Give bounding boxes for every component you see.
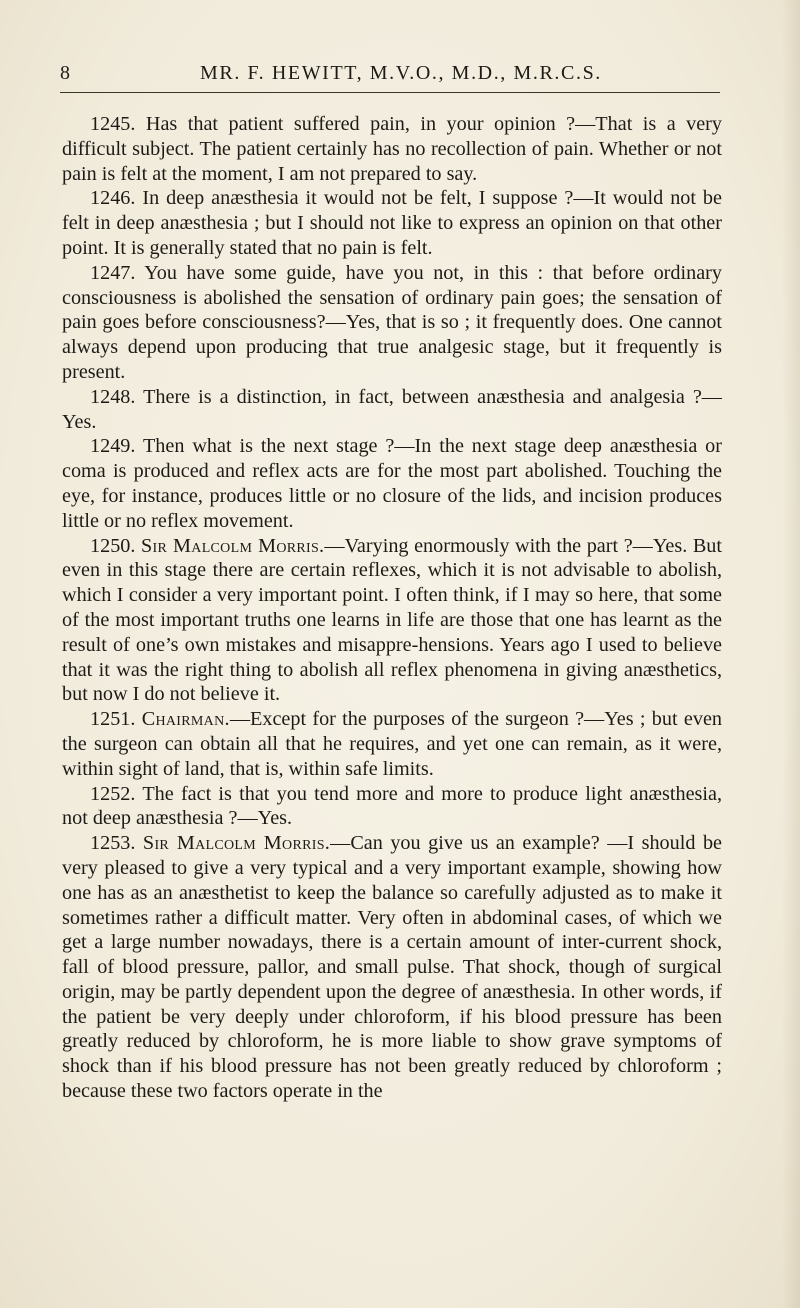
speaker-name: Sir Malcolm Morris. — [141, 534, 325, 557]
paragraph-text: The fact is that you tend more and more to produce light anæsthesia, not deep anæsthesia ?—Yes. — [62, 782, 723, 830]
question-number: 1250. — [90, 534, 136, 557]
speaker-name: Sir Malcolm Morris. — [142, 832, 331, 855]
running-head: MR. F. HEWITT, M.V.O., M.D., M.R.C.S. — [200, 62, 602, 84]
paragraph-1251 — [62, 707, 722, 781]
page-number: 8 — [60, 62, 71, 84]
paragraph-text: —Varying enormously with the part ?—Yes. But even in this stage there are certain reflexes, which it is not advisable to abolish, which I consider a very important point. I often think, if I may so here, that some of the most important truths one learns in life are those that one has learnt as the result of one’s own mistakes and misappre-hensions. Years ago I used to believe that it was the right thing to abolish all reflex phenomena in giving anæsthetics, but now I do not believe it. — [62, 534, 723, 706]
paragraph-1246 — [62, 186, 722, 260]
paragraph-1249 — [62, 434, 722, 533]
paragraph-1245 — [62, 112, 722, 186]
page-header — [60, 62, 700, 96]
paragraph-text: You have some guide, have you not, in this : that before ordinary consciousness is abolished the sensation of ordinary pain goes; the sensation of pain goes before consciousness?—Yes, that is so ; it frequently does. One cannot always depend upon producing that true analgesic stage, but it frequently is present. — [62, 261, 722, 383]
paragraph-1253 — [62, 831, 722, 1104]
paragraph-text: In deep anæsthesia it would not be felt, I suppose ?—It would not be felt in deep anæsthesia ; but I should not like to express an opinion on that other point. It is generally stated that no pain is felt. — [62, 187, 722, 259]
question-number: 1253. — [90, 832, 136, 855]
question-number: 1249. — [90, 435, 136, 458]
paragraph-1247 — [62, 261, 722, 385]
paragraph-text: —Except for the purposes of the surgeon ?—Yes ; but even the surgeon can obtain all that he requires, and yet one can remain, as it were, within sight of land, that is, within safe limits. — [62, 708, 722, 780]
paragraph-text: —Can you give us an example? —I should be very pleased to give a very typical and a very important example, showing how one has as an anæsthetist to keep the balance so carefully adjusted as to make it sometimes rather a difficult matter. Very often in abdominal cases, of which we get a large number nowadays, there is a certain amount of inter-current shock, fall of blood pressure, pallor, and small pulse. That shock, though of surgical origin, may be partly dependent upon the degree of anæsthesia. In other words, if the patient be very deeply under chloroform, if his blood pressure has been greatly reduced by chloroform, he is more liable to show grave symptoms of shock than if his blood pressure has not been greatly reduced by chloroform ; because these two factors operate in the — [62, 832, 722, 1103]
page-gutter-shadow — [782, 0, 800, 1308]
paragraph-text: Then what is the next stage ?—In the next stage deep anæsthesia or coma is produced and reflex acts are for the most part abolished. Touching the eye, for instance, produces little or no closure of the lids, and incision produces little or no reflex movement. — [62, 435, 722, 532]
speaker-name: Chairman. — [141, 708, 230, 731]
question-number: 1252. — [90, 782, 136, 805]
question-number: 1247. — [90, 261, 136, 284]
paragraph-1252 — [62, 782, 722, 832]
paragraph-1248 — [62, 385, 722, 435]
body-text — [62, 112, 722, 1104]
paragraph-text: There is a distinction, in fact, between anæsthesia and analgesia ?—Yes. — [62, 385, 722, 433]
paragraph-1250 — [62, 534, 722, 708]
question-number: 1251. — [90, 708, 136, 731]
question-number: 1245. — [90, 113, 136, 135]
question-number: 1248. — [90, 385, 136, 408]
question-number: 1246. — [90, 187, 136, 210]
header-rule — [60, 92, 720, 93]
paragraph-text: Has that patient suffered pain, in your opinion ?—That is a very difficult subject. The patient certainly has no recollection of pain. Whether or not pain is felt at the moment, I am not prepared to say. — [62, 113, 722, 185]
